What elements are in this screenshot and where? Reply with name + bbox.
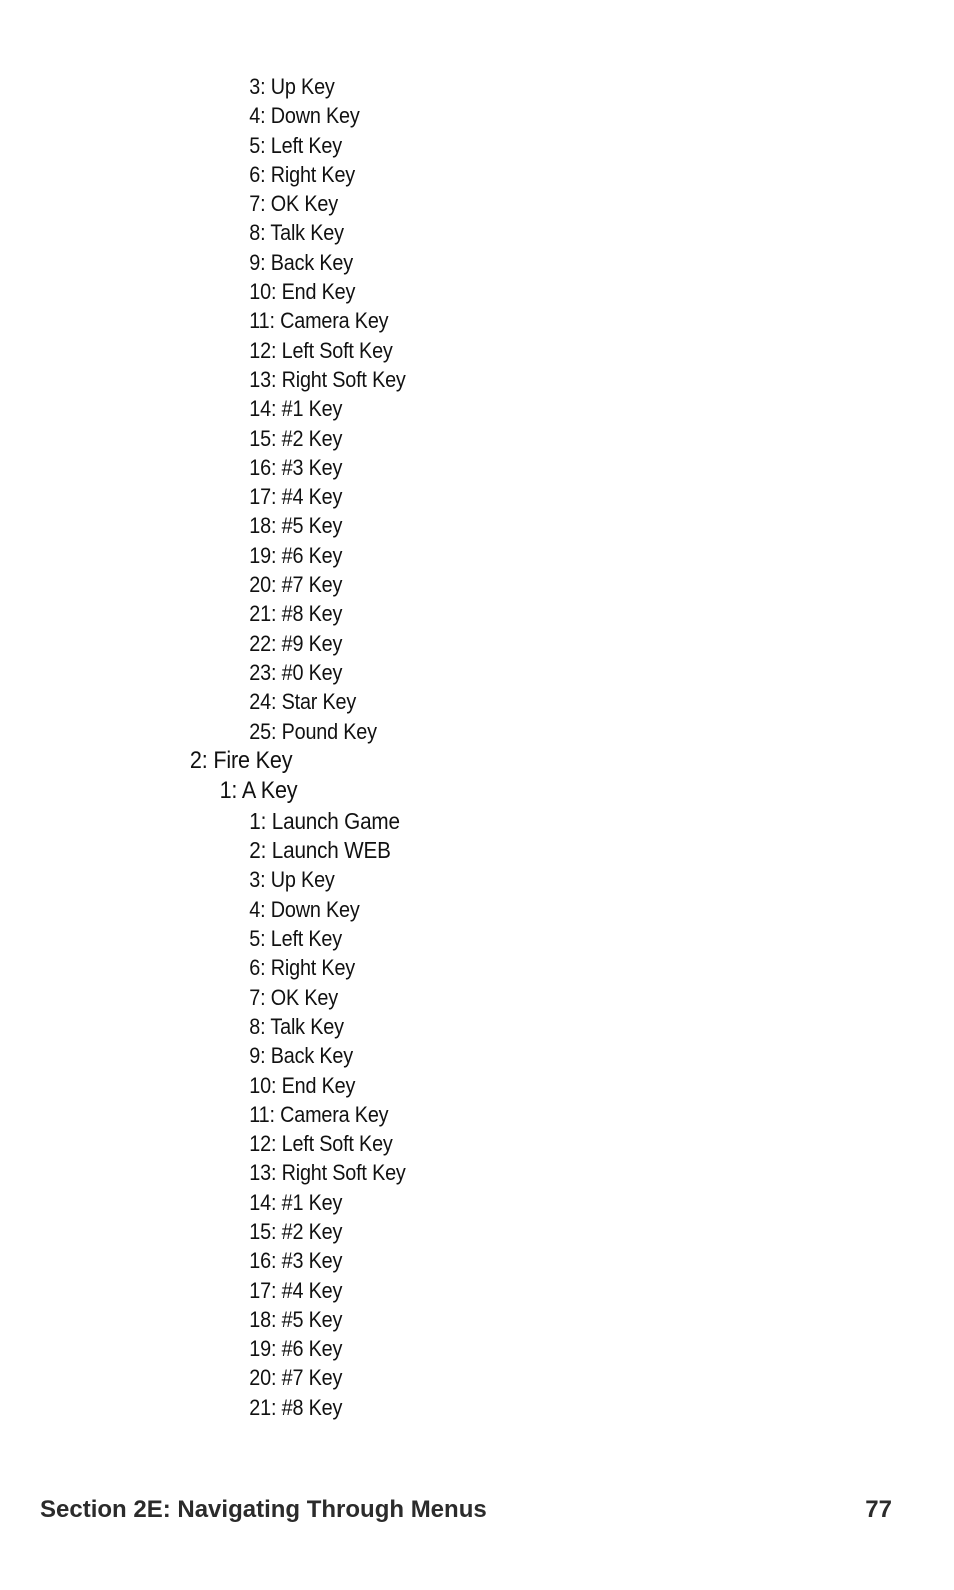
menu-item: 8: Talk Key <box>249 220 344 246</box>
menu-item: 24: Star Key <box>249 689 357 715</box>
menu-item: 15: #2 Key <box>249 1218 343 1244</box>
menu-item: 3: Up Key <box>249 867 335 893</box>
menu-item: 16: #3 Key <box>249 1248 343 1274</box>
menu-item: 13: Right Soft Key <box>249 366 406 392</box>
menu-item: 9: Back Key <box>249 249 353 275</box>
menu-outline <box>0 72 954 1422</box>
menu-item: 17: #4 Key <box>249 484 343 510</box>
menu-item: 21: #8 Key <box>249 601 343 627</box>
menu-item: 6: Right Key <box>249 955 356 981</box>
section-title: Section 2E: Navigating Through Menus <box>40 1496 487 1523</box>
menu-item: 12: Left Soft Key <box>249 1131 393 1157</box>
menu-item: 21: #8 Key <box>249 1394 343 1420</box>
menu-item: 8: Talk Key <box>249 1013 344 1039</box>
menu-item: 4: Down Key <box>249 103 360 129</box>
menu-item: 20: #7 Key <box>249 572 343 598</box>
menu-item: 17: #4 Key <box>249 1277 343 1303</box>
menu-item: 11: Camera Key <box>249 1101 389 1127</box>
menu-item: 5: Left Key <box>249 132 342 158</box>
menu-item: 2: Fire Key <box>189 746 293 774</box>
menu-item: 18: #5 Key <box>249 1306 343 1332</box>
menu-item: 12: Left Soft Key <box>249 337 393 363</box>
menu-item: 3: Up Key <box>249 74 335 99</box>
menu-item: 13: Right Soft Key <box>249 1160 406 1186</box>
menu-item: 14: #1 Key <box>249 1189 343 1215</box>
menu-item: 18: #5 Key <box>249 513 343 539</box>
menu-item: 14: #1 Key <box>249 396 343 422</box>
menu-item: 1: Launch Game <box>249 807 400 834</box>
menu-item: 16: #3 Key <box>249 454 343 480</box>
menu-item: 6: Right Key <box>249 161 356 187</box>
menu-item: 1: A Key <box>219 777 298 805</box>
menu-item: 10: End Key <box>249 279 356 305</box>
menu-item: 4: Down Key <box>249 896 360 922</box>
menu-item: 5: Left Key <box>249 926 342 952</box>
menu-item: 19: #6 Key <box>249 542 343 568</box>
menu-item: 7: OK Key <box>249 191 338 217</box>
menu-item: 23: #0 Key <box>249 659 343 685</box>
page-footer <box>40 1493 892 1527</box>
menu-item: 7: OK Key <box>249 984 338 1010</box>
menu-item: 11: Camera Key <box>249 308 389 334</box>
menu-item: 10: End Key <box>249 1072 356 1098</box>
menu-item: 25: Pound Key <box>249 718 377 744</box>
menu-item: 20: #7 Key <box>249 1365 343 1391</box>
menu-item: 15: #2 Key <box>249 425 343 451</box>
page-number: 77 <box>865 1496 892 1523</box>
menu-item: 2: Launch WEB <box>249 837 391 864</box>
menu-item: 22: #9 Key <box>249 630 343 656</box>
menu-item: 19: #6 Key <box>249 1336 343 1362</box>
menu-item: 9: Back Key <box>249 1043 353 1069</box>
